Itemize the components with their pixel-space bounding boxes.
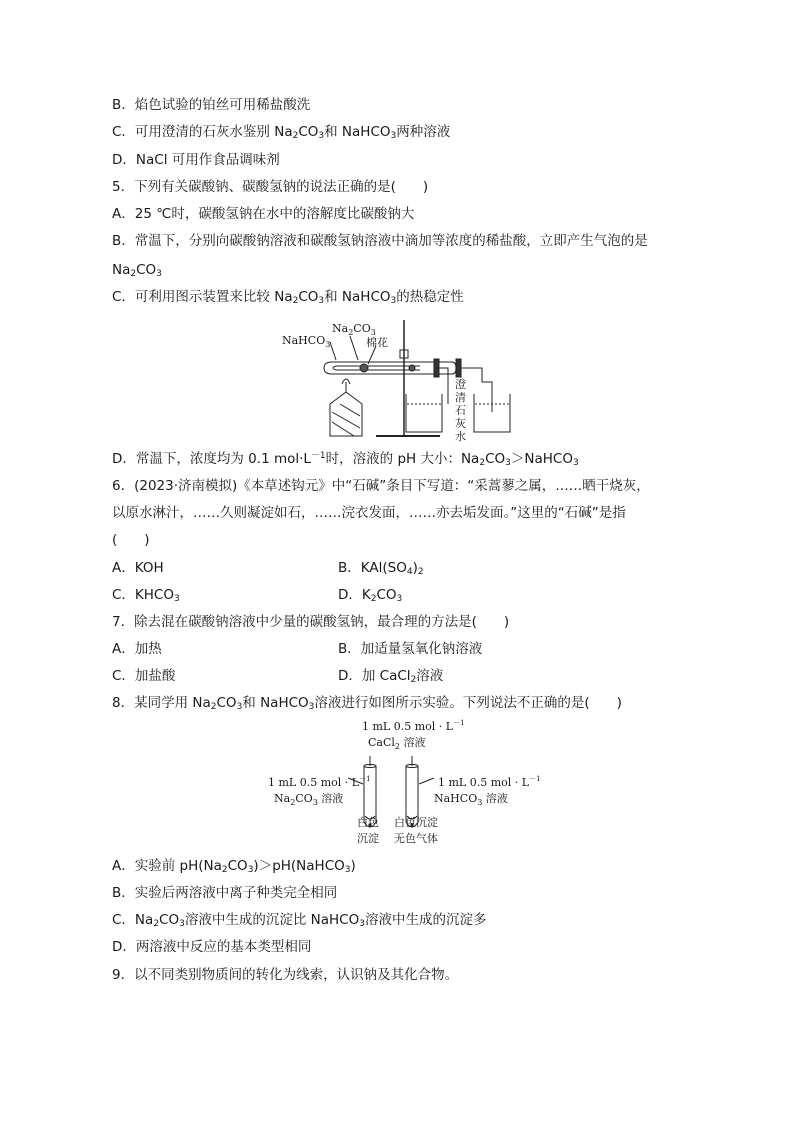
q7-option-b: B．加适量氢氧化钠溶液 — [338, 641, 483, 657]
thermal-stability-apparatus-figure — [280, 312, 520, 444]
top-reagent-concentration: 1 mL 0.5 mol · $L^{-1}$ — [362, 719, 465, 733]
right-result-line2: 无色气体 — [394, 832, 438, 845]
q5-option-a: A．25 ℃时，碳酸氢钠在水中的溶解度比碳酸钠大 — [112, 206, 415, 222]
q6-stem-line1: 6．(2023·济南模拟)《本草述钩元》中“石碱”条目下写道：“采蒿蓼之属，……晒干烧灰， — [112, 478, 650, 494]
q7-stem: 7．除去混在碳酸钠溶液中少量的碳酸氢钠，最合理的方法是( ) — [112, 614, 510, 630]
left-result-line2: 沉淀 — [357, 832, 379, 845]
q7-option-a: A．加热 — [112, 641, 162, 657]
q4-option-d: D．NaCl 可用作食品调味剂 — [112, 152, 280, 168]
top-reagent-name: CaCl$_2$ 溶液 — [368, 736, 426, 751]
q8-option-c: C．$Na_2CO_3$溶液中生成的沉淀比 NaHCO$_3$溶液中生成的沉淀多 — [112, 912, 487, 929]
label-limewater-1: 澄 — [455, 378, 466, 391]
q5-stem: 5．下列有关碳酸钠、碳酸氢钠的说法正确的是( ) — [112, 179, 429, 195]
q5-option-b-cont: $Na_2CO_3$ — [112, 262, 162, 279]
q5-option-c: C．可利用图示装置来比较 $Na_2CO_3$和 NaHCO$_3$的热稳定性 — [112, 289, 464, 306]
label-cotton: 棉花 — [366, 336, 388, 349]
q8-option-b: B．实验后两溶液中离子种类完全相同 — [112, 885, 338, 901]
q8-option-d: D．两溶液中反应的基本类型相同 — [112, 939, 312, 955]
label-limewater-5: 水 — [455, 430, 466, 443]
q6-stem-line3: ( ) — [112, 532, 150, 548]
label-limewater-4: 灰 — [455, 417, 466, 430]
left-reagent-name: $Na_2CO_3$ 溶液 — [274, 792, 344, 807]
label-limewater-3: 石 — [455, 404, 466, 417]
q7-option-c: C．加盐酸 — [112, 668, 176, 684]
q8-stem: 8．某同学用 $Na_2CO_3$和 NaHCO$_3$溶液进行如图所示实验。下列说法不正确的是( ) — [112, 695, 622, 712]
right-reagent-concentration: 1 mL 0.5 mol · $L^{-1}$ — [438, 775, 541, 789]
q6-option-d: D．$K_2CO_3$ — [338, 587, 403, 604]
label-na2co3: $Na_2CO_3$ — [332, 322, 376, 337]
left-reagent-concentration: 1 mL 0.5 mol · $L^{-1}$ — [268, 775, 371, 789]
q4-option-c: C．可用澄清的石灰水鉴别 $Na_2CO_3$和 NaHCO$_3$两种溶液 — [112, 124, 451, 141]
test-tube-experiment-figure — [262, 718, 542, 848]
label-nahco3: NaHCO$_3$ — [282, 334, 331, 349]
right-reagent-name: NaHCO$_3$ 溶液 — [434, 792, 508, 807]
left-result-line1: 白色 — [357, 816, 379, 829]
label-limewater-2: 清 — [455, 391, 466, 404]
q7-option-d: D．加 CaCl$_2$溶液 — [338, 668, 444, 685]
q5-option-b: B．常温下，分别向碳酸钠溶液和碳酸氢钠溶液中滴加等浓度的稀盐酸，立即产生气泡的是 — [112, 233, 648, 249]
q6-option-c: C．$KHCO_3$ — [112, 587, 180, 604]
q4-option-b: B．焰色试验的铂丝可用稀盐酸洗 — [112, 97, 311, 113]
q8-option-a: A．实验前 $pH(Na_2CO_3)>pH(NaHCO_3)$ — [112, 858, 356, 875]
q6-option-a: A．KOH — [112, 560, 164, 576]
q6-option-b: B．$KAl(SO_4)_2$ — [338, 560, 424, 577]
q9-stem: 9．以不同类别物质间的转化为线索，认识钠及其化合物。 — [112, 967, 459, 983]
right-result-line1: 白色沉淀 — [394, 816, 438, 829]
q6-stem-line2: 以原水淋汁，……久则凝淀如石，……浣衣发面，……亦去垢发面。”这里的“石碱”是指 — [112, 505, 626, 521]
q5-option-d: D．常温下，浓度均为 0.1 $mol\cdot L^{-1}$时，溶液的 pH 大小：$Na_2CO_3>NaHCO_3$ — [112, 451, 579, 468]
